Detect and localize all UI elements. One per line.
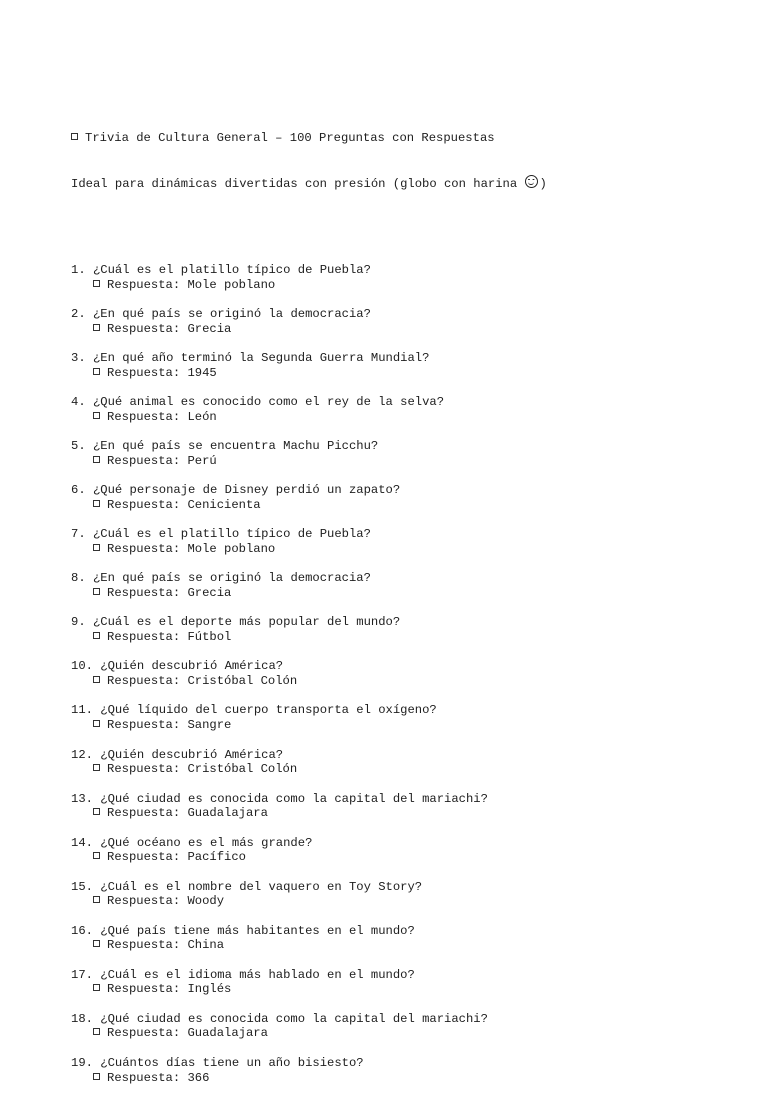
checkbox-square-icon [93, 1073, 100, 1080]
question-line [71, 439, 751, 454]
answer-prefix: Respuesta: [107, 409, 188, 424]
question-text: ¿En qué país se originó la democracia? [92, 571, 371, 586]
answer-text: Cristóbal Colón [187, 762, 298, 777]
question-item [71, 1012, 751, 1056]
question-line [71, 1012, 751, 1027]
answer-line [71, 278, 751, 293]
question-number: 5. [71, 439, 86, 454]
answer-prefix: Respuesta: [107, 806, 188, 821]
smiley-face-icon [525, 175, 538, 188]
question-line [71, 836, 751, 851]
question-item [71, 263, 751, 307]
checkbox-square-icon [93, 896, 100, 903]
question-number: 19. [71, 1055, 93, 1070]
question-number: 1. [71, 263, 86, 277]
answer-line [71, 850, 751, 865]
answer-text: Woody [187, 894, 225, 909]
question-item [71, 924, 751, 968]
question-text: ¿En qué año terminó la Segunda Guerra Mundial? [92, 351, 430, 366]
question-text: ¿Quién descubrió América? [100, 659, 284, 674]
answer-line [71, 586, 751, 601]
answer-line [71, 938, 751, 953]
question-number: 3. [71, 351, 86, 366]
checkbox-square-icon [93, 852, 100, 859]
question-item [71, 792, 751, 836]
checkbox-square-icon [93, 984, 100, 991]
answer-prefix: Respuesta: [107, 850, 188, 865]
answer-line [71, 674, 751, 689]
answer-text: Grecia [187, 321, 232, 336]
answer-line [71, 410, 751, 425]
question-item [71, 836, 751, 880]
checkbox-square-icon [93, 368, 100, 375]
answer-text: 366 [187, 1070, 210, 1085]
answer-prefix: Respuesta: [107, 762, 188, 777]
question-line [71, 792, 751, 807]
question-number: 6. [71, 483, 86, 498]
answer-line [71, 1071, 751, 1086]
answer-prefix: Respuesta: [107, 718, 188, 733]
checkbox-square-icon [93, 588, 100, 595]
question-number: 16. [71, 923, 93, 938]
checkbox-square-icon [71, 133, 78, 140]
question-text: ¿Cuál es el platillo típico de Puebla? [92, 527, 371, 542]
checkbox-square-icon [93, 280, 100, 287]
question-item [71, 571, 751, 615]
answer-prefix: Respuesta: [107, 894, 188, 909]
question-item [71, 439, 751, 483]
question-number: 4. [71, 395, 86, 410]
answer-prefix: Respuesta: [107, 453, 188, 468]
checkbox-square-icon [93, 1028, 100, 1035]
question-item [71, 483, 751, 527]
question-number: 14. [71, 835, 93, 850]
answer-line [71, 1026, 751, 1041]
answer-prefix: Respuesta: [107, 938, 188, 953]
question-number: 12. [71, 747, 93, 762]
answer-line [71, 894, 751, 909]
answer-line [71, 542, 751, 557]
question-number: 13. [71, 791, 93, 806]
question-number: 8. [71, 571, 86, 586]
question-number: 2. [71, 307, 86, 322]
question-number: 18. [71, 1011, 93, 1026]
answer-prefix: Respuesta: [107, 674, 188, 689]
answer-text: Cristóbal Colón [187, 674, 298, 689]
answer-text: León [187, 409, 217, 424]
document-title-line [71, 131, 751, 146]
answer-line [71, 454, 751, 469]
answer-text: Pacífico [187, 850, 246, 865]
question-number: 9. [71, 615, 86, 630]
answer-prefix: Respuesta: [107, 1070, 188, 1085]
checkbox-square-icon [93, 324, 100, 331]
answer-text: Mole poblano [187, 541, 276, 556]
checkbox-square-icon [93, 500, 100, 507]
question-item [71, 351, 751, 395]
answer-text: Fútbol [187, 630, 232, 645]
question-text: ¿Cuál es el platillo típico de Puebla? [92, 263, 371, 277]
question-line [71, 968, 751, 983]
question-line [71, 880, 751, 895]
answer-text: Grecia [187, 586, 232, 601]
answer-prefix: Respuesta: [107, 365, 188, 380]
checkbox-square-icon [93, 412, 100, 419]
question-text: ¿Cuántos días tiene un año bisiesto? [100, 1055, 364, 1070]
answer-text: Cenicienta [187, 497, 261, 512]
answer-line [71, 762, 751, 777]
question-item [71, 615, 751, 659]
question-text: ¿Qué ciudad es conocida como la capital del mariachi? [100, 1011, 488, 1026]
checkbox-square-icon [93, 632, 100, 639]
question-item [71, 307, 751, 351]
question-text: ¿Qué océano es el más grande? [100, 835, 313, 850]
question-text: ¿Quién descubrió América? [100, 747, 284, 762]
answer-text: Inglés [187, 982, 232, 997]
question-text: ¿Qué país tiene más habitantes en el mundo? [100, 923, 415, 938]
question-item [71, 659, 751, 703]
question-line [71, 395, 751, 410]
question-line [71, 483, 751, 498]
answer-prefix: Respuesta: [107, 982, 188, 997]
question-text: ¿Cuál es el nombre del vaquero en Toy Story? [100, 879, 423, 894]
document-subtitle-end: ) [539, 176, 547, 191]
document-header [71, 101, 751, 219]
question-line [71, 615, 751, 630]
question-item [71, 395, 751, 439]
question-line [71, 748, 751, 763]
question-line [71, 1056, 751, 1071]
answer-prefix: Respuesta: [107, 541, 188, 556]
answer-text: Guadalajara [187, 1026, 268, 1041]
answer-prefix: Respuesta: [107, 630, 188, 645]
checkbox-square-icon [93, 456, 100, 463]
answer-line [71, 630, 751, 645]
answer-prefix: Respuesta: [107, 497, 188, 512]
question-text: ¿Qué líquido del cuerpo transporta el oxígeno? [100, 703, 437, 718]
question-item [71, 527, 751, 571]
question-item [71, 748, 751, 792]
question-number: 17. [71, 967, 93, 982]
checkbox-square-icon [93, 720, 100, 727]
question-line [71, 924, 751, 939]
answer-prefix: Respuesta: [107, 277, 188, 292]
question-text: ¿Cuál es el idioma más hablado en el mundo? [100, 967, 415, 982]
answer-text: Mole poblano [187, 277, 276, 292]
question-text: ¿Cuál es el deporte más popular del mundo? [92, 615, 401, 630]
checkbox-square-icon [93, 940, 100, 947]
checkbox-square-icon [93, 544, 100, 551]
answer-line [71, 806, 751, 821]
document-page [71, 72, 751, 1115]
question-list [71, 263, 751, 1100]
checkbox-square-icon [93, 764, 100, 771]
question-item [71, 968, 751, 1012]
question-number: 11. [71, 703, 93, 718]
answer-text: China [187, 938, 225, 953]
answer-text: Perú [187, 453, 217, 468]
question-item [71, 880, 751, 924]
question-number: 15. [71, 879, 93, 894]
question-line [71, 703, 751, 718]
document-title: Trivia de Cultura General – 100 Preguntas con Respuestas [85, 130, 495, 145]
answer-line [71, 366, 751, 381]
answer-line [71, 718, 751, 733]
answer-text: Guadalajara [187, 806, 268, 821]
answer-prefix: Respuesta: [107, 586, 188, 601]
answer-text: Sangre [187, 718, 232, 733]
answer-prefix: Respuesta: [107, 1026, 188, 1041]
document-subtitle: Ideal para dinámicas divertidas con presión (globo con harina [71, 176, 525, 191]
question-number: 7. [71, 527, 86, 542]
checkbox-square-icon [93, 808, 100, 815]
answer-text: 1945 [187, 365, 217, 380]
question-line [71, 659, 751, 674]
question-line [71, 307, 751, 322]
question-item [71, 703, 751, 747]
document-subtitle-line [71, 175, 751, 190]
answer-prefix: Respuesta: [107, 321, 188, 336]
question-text: ¿En qué país se encuentra Machu Picchu? [92, 439, 379, 454]
question-line [71, 527, 751, 542]
question-number: 10. [71, 659, 93, 674]
question-line [71, 351, 751, 366]
answer-line [71, 982, 751, 997]
question-line [71, 571, 751, 586]
question-text: ¿Qué ciudad es conocida como la capital del mariachi? [100, 791, 488, 806]
question-line [71, 263, 751, 278]
answer-line [71, 498, 751, 513]
answer-line [71, 322, 751, 337]
question-text: ¿En qué país se originó la democracia? [92, 307, 371, 322]
question-text: ¿Qué personaje de Disney perdió un zapato? [92, 483, 401, 498]
question-text: ¿Qué animal es conocido como el rey de la selva? [92, 395, 445, 410]
question-item [71, 1056, 751, 1100]
checkbox-square-icon [93, 676, 100, 683]
